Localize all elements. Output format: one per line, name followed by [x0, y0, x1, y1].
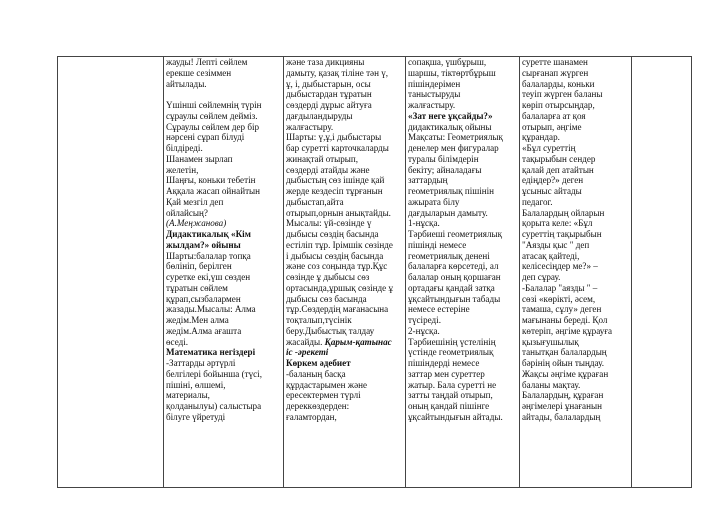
text-span: тоқталып,түсінік	[286, 315, 352, 325]
text-line	[166, 337, 281, 348]
text-span: таныстыруды	[408, 89, 461, 100]
text-line	[408, 175, 517, 186]
text-line	[286, 68, 403, 79]
text-line	[522, 240, 629, 251]
text-line	[166, 294, 281, 305]
text-span: іс -әрекеті	[286, 347, 329, 358]
text-span: дағдыландыруды	[286, 110, 353, 121]
text-span: геометриялық денені	[408, 250, 490, 261]
text-span: тұр.Сөздердің мағанасына	[286, 304, 389, 315]
text-line	[408, 337, 517, 348]
text-span: дереккөздерден:	[286, 401, 350, 411]
text-span: жауды! Лепті сөйлем	[166, 57, 248, 67]
text-line	[408, 251, 517, 262]
text-span: заттардың	[408, 175, 448, 186]
text-span: жерде кездесіп тұрғанын	[286, 186, 383, 196]
text-line	[286, 347, 403, 358]
text-line	[166, 347, 281, 358]
text-span: Аққала жасап ойнайтын	[166, 186, 261, 196]
text-span: теуіп жүрген баланы	[522, 89, 603, 100]
text-span: тақырыбын сендер	[522, 153, 596, 164]
text-span: қолданылуы) салыстыра	[166, 401, 262, 411]
text-line	[166, 197, 281, 208]
text-line	[286, 283, 403, 294]
text-span: суретте шанамен	[522, 57, 588, 67]
text-span: Шарты:балалар топқа	[166, 250, 251, 261]
text-line	[408, 390, 517, 401]
text-line	[286, 380, 403, 391]
text-line	[286, 294, 403, 305]
text-line	[522, 261, 629, 272]
text-span: і дыбысы сөздің басында	[286, 250, 384, 261]
text-line	[522, 294, 629, 305]
text-line	[286, 57, 403, 68]
text-line	[166, 390, 281, 401]
text-span: едіңдер?» деген	[522, 175, 584, 186]
text-line	[286, 315, 403, 326]
text-line	[286, 218, 403, 229]
text-span: дидактикалық ойыны	[408, 121, 492, 132]
text-span: желетін,	[166, 164, 199, 175]
text-span: жасайды.	[286, 336, 323, 347]
text-line	[166, 315, 281, 326]
text-line	[286, 251, 403, 262]
text-span: дыбыстап,айта	[286, 196, 344, 207]
text-span: сұраулы сөйлем дейміз.	[166, 110, 258, 121]
text-span: суреттің тақырыбын	[522, 229, 602, 239]
text-line	[286, 143, 403, 154]
text-line	[408, 68, 517, 79]
text-span: өседі.	[166, 336, 189, 347]
text-line	[408, 208, 517, 219]
text-span: білдіреді.	[166, 143, 203, 153]
text-line	[166, 175, 281, 186]
text-line	[166, 358, 281, 369]
text-span: заттар мен суреттер	[408, 368, 485, 379]
text-span: Шаңғы, коньки тебетін	[166, 175, 256, 186]
text-line	[522, 337, 629, 348]
text-line	[408, 326, 517, 337]
text-span: пішіні, өлшемі,	[166, 379, 226, 390]
text-span: бөлініп, берілген	[166, 261, 232, 272]
text-line	[522, 218, 629, 229]
text-line	[522, 208, 629, 219]
text-span: ортасында,ұршық сөзінде ұ	[286, 282, 393, 293]
text-span: Жақсы әңгіме құраған	[522, 368, 609, 379]
text-line	[522, 315, 629, 326]
text-line	[522, 358, 629, 369]
text-line	[522, 122, 629, 133]
text-span: Үшінші сөйлемнің түрін	[166, 100, 262, 110]
text-line	[286, 401, 403, 412]
text-line	[166, 111, 281, 122]
text-line	[166, 57, 281, 68]
text-span: ойлайсың?	[166, 207, 208, 218]
text-span: Математика негіздері	[166, 347, 256, 358]
text-line	[522, 100, 629, 111]
text-span: үстінде геометриялық	[408, 347, 494, 358]
text-line	[408, 143, 517, 154]
text-line	[408, 240, 517, 251]
text-span-emphasis: Қарым-қатынас	[324, 336, 392, 347]
text-span: ерекше сезіммен	[166, 67, 232, 78]
text-span: және соз соңында тұр.Құс	[286, 261, 388, 272]
text-span: баланы мақтау.	[522, 379, 581, 390]
text-line	[166, 122, 281, 133]
text-line	[166, 165, 281, 176]
text-line	[522, 111, 629, 122]
text-span: отырып,орнын анықтайды.	[286, 207, 391, 218]
text-span: атасақ қайтеді,	[522, 250, 580, 261]
text-line	[408, 304, 517, 315]
text-span: құрдастарымен және	[286, 379, 368, 390]
text-span: Мақсаты: Геометриялық	[408, 132, 503, 143]
text-line	[522, 89, 629, 100]
text-span: ортадағы қандай затқа	[408, 282, 495, 293]
text-span: Көркем әдебиет	[286, 358, 351, 368]
text-span: айтылады.	[166, 78, 207, 89]
text-line	[408, 272, 517, 283]
text-line	[166, 251, 281, 262]
text-line	[408, 283, 517, 294]
text-span: нәрсені сұрап білуді	[166, 132, 245, 143]
text-line	[408, 57, 517, 68]
text-span: -баланың басқа	[286, 368, 346, 379]
text-span: отырып, әңгіме	[522, 121, 582, 132]
text-line	[286, 229, 403, 240]
text-line	[408, 89, 517, 100]
text-span: дағдыларын дамыту.	[408, 207, 488, 218]
text-span: балаларға көрсетеді, ал	[408, 261, 499, 272]
text-span: Балалардың ойларын	[522, 207, 605, 218]
text-line	[522, 143, 629, 154]
text-line	[408, 412, 517, 423]
text-line	[522, 229, 629, 240]
text-span: педагог.	[522, 196, 553, 207]
text-span: Мысалы: үй-сөзінде ү	[286, 218, 372, 229]
text-span: естіліп тұр. Ірімшік сөзінде	[286, 239, 393, 250]
text-line	[408, 186, 517, 197]
text-line	[286, 208, 403, 219]
text-span: білуге үйретуді	[166, 411, 226, 422]
text-line	[286, 122, 403, 133]
text-span: Балалардың, құраған	[522, 390, 604, 401]
text-span: белгілері бойынша (түсі,	[166, 368, 262, 379]
text-line	[166, 132, 281, 143]
text-line	[166, 240, 281, 251]
text-span: -Балалар "аязды " –	[522, 282, 598, 293]
text-span: «Зат неге ұқсайды?»	[408, 110, 493, 121]
text-span: балаларға ат қоя	[522, 110, 586, 121]
text-span: (А.Меңжанова)	[166, 218, 227, 229]
text-span: жылдам?» ойыны	[166, 239, 241, 250]
text-line	[408, 154, 517, 165]
text-span: жедім.Алма ағашта	[166, 325, 242, 336]
text-span: Сұраулы сөйлем дер бір	[166, 121, 260, 132]
text-span: Шанамен зырлап	[166, 153, 233, 164]
text-line	[408, 132, 517, 143]
text-span: қорыта келе: «Бұл	[522, 218, 593, 229]
text-line	[166, 143, 281, 154]
text-span: дыбысы сөздің басында	[286, 229, 379, 239]
text-span: балалар оның қоршаған	[408, 272, 501, 282]
text-line	[286, 100, 403, 111]
text-span: -Заттарды әртүрлі	[166, 358, 236, 368]
text-line	[522, 132, 629, 143]
text-line	[286, 337, 403, 348]
text-line	[286, 261, 403, 272]
text-span: ересектермен түрлі	[286, 390, 361, 401]
text-span: сөздерді дұрыс айтуға	[286, 100, 372, 110]
text-span: ғаламтордан,	[286, 411, 337, 422]
text-line	[522, 79, 629, 90]
text-line	[286, 175, 403, 186]
text-line	[166, 100, 281, 111]
text-span: пішіндерді немесе	[408, 358, 480, 368]
text-span: көріп отырсыңдар,	[522, 100, 595, 110]
text-line	[286, 240, 403, 251]
text-line	[408, 315, 517, 326]
text-line	[522, 251, 629, 262]
text-line	[408, 79, 517, 90]
text-line	[286, 197, 403, 208]
text-line	[286, 111, 403, 122]
text-line	[286, 186, 403, 197]
table-row	[58, 57, 692, 488]
text-span: затты таңдай отырып,	[408, 390, 493, 401]
text-line	[522, 326, 629, 337]
text-line	[408, 347, 517, 358]
text-span: жалғастыру.	[408, 100, 456, 110]
text-line	[286, 369, 403, 380]
text-span: әңгімелері ұнағанын	[522, 401, 602, 411]
text-span: деп сұрау.	[522, 272, 561, 282]
text-line	[286, 165, 403, 176]
text-line	[522, 304, 629, 315]
table-cell-language-math	[164, 57, 284, 488]
text-line	[166, 208, 281, 219]
text-span: дыбыстардан тұратын	[286, 89, 372, 100]
text-span: пішіндерімен	[408, 78, 461, 89]
text-line	[166, 261, 281, 272]
text-span: жалғастыру.	[286, 121, 334, 132]
text-span: тамаша, сұлу» деген	[522, 304, 602, 315]
text-span: материалы,	[166, 390, 210, 401]
text-span: ажырата білу	[408, 196, 460, 207]
text-span: жинақтай отырып,	[286, 153, 359, 164]
text-line	[522, 412, 629, 423]
text-line	[522, 57, 629, 68]
text-span: ұсыныс айтады	[522, 186, 582, 196]
text-line	[286, 304, 403, 315]
text-line	[408, 111, 517, 122]
text-line	[522, 380, 629, 391]
text-line	[522, 272, 629, 283]
text-line	[408, 369, 517, 380]
table-cell-phonetics-literature	[284, 57, 406, 488]
text-span: 1-нұсқа.	[408, 218, 440, 229]
text-span: сөздерді атайды және	[286, 164, 370, 175]
text-span: Шарты: ү,ұ,і дыбыстары	[286, 132, 382, 143]
text-span: туралы білімдерін	[408, 153, 479, 164]
text-line	[286, 390, 403, 401]
text-span: беру.Дыбыстық талдау	[286, 325, 375, 336]
text-line	[166, 380, 281, 391]
text-line	[408, 401, 517, 412]
text-span: жазады.Мысалы: Алма	[166, 304, 256, 315]
text-span: тұратын сөйлем	[166, 282, 228, 293]
text-span: ұ, і, дыбыстарын, осы	[286, 78, 371, 89]
text-span: мағынаны береді. Қол	[522, 315, 608, 325]
text-span: оның қандай пішінге	[408, 401, 490, 411]
empty-right-cell	[632, 57, 692, 488]
text-line	[166, 412, 281, 423]
text-line	[522, 165, 629, 176]
text-span: геометриялық пішінін	[408, 186, 495, 196]
text-span: қалай деп атайтын	[522, 164, 594, 175]
text-line	[522, 68, 629, 79]
text-line	[408, 122, 517, 133]
lesson-plan-table	[57, 56, 692, 488]
text-span: балаларды, коньки	[522, 78, 595, 89]
text-line	[522, 369, 629, 380]
text-line	[166, 186, 281, 197]
text-line	[166, 154, 281, 165]
text-span: сырғанап жүрген	[522, 67, 589, 78]
text-span: танытқан балалардың	[522, 347, 607, 358]
text-span: дамыту, қазақ тіліне тән ү,	[286, 67, 389, 78]
text-line	[166, 272, 281, 283]
text-line	[286, 272, 403, 283]
text-line	[286, 358, 403, 369]
text-line	[522, 401, 629, 412]
text-line	[166, 401, 281, 412]
text-span: көтеріп, әңгіме құрауға	[522, 325, 613, 336]
text-span: келісесіңдер ме?» –	[522, 261, 598, 272]
text-line	[166, 218, 281, 229]
text-line	[286, 412, 403, 423]
text-span: дыбысы сөз басында	[286, 293, 367, 304]
text-line	[166, 326, 281, 337]
text-span: 2-нұсқа.	[408, 325, 440, 336]
text-span: ұқсайтындығын табады	[408, 293, 501, 304]
text-span: Тәрбиешінің үстелінің	[408, 336, 496, 347]
text-span: түсіреді.	[408, 315, 441, 325]
text-span: суретке екі,үш сөзден	[166, 272, 251, 282]
text-line	[286, 132, 403, 143]
text-span: жедім.Мен алма	[166, 315, 229, 325]
text-span: пішінді немесе	[408, 239, 467, 250]
text-line	[166, 369, 281, 380]
text-line	[408, 358, 517, 369]
text-line	[286, 326, 403, 337]
text-line	[408, 197, 517, 208]
text-span: қызығушылық	[522, 336, 579, 347]
text-span: сөзі «көрікті, әсем,	[522, 293, 596, 304]
text-span: Қай мезгіл деп	[166, 196, 224, 207]
text-line	[408, 165, 517, 176]
text-span: бәрінің ойын тыңдау.	[522, 358, 604, 368]
text-line	[166, 229, 281, 240]
text-span: бар суретті карточкаларды	[286, 143, 389, 153]
text-line	[522, 283, 629, 294]
text-line	[286, 79, 403, 90]
text-line	[408, 229, 517, 240]
empty-left-cell	[58, 57, 164, 488]
text-line	[166, 68, 281, 79]
text-span: құрандар.	[522, 132, 560, 143]
text-line	[166, 79, 281, 90]
text-line	[408, 100, 517, 111]
text-span: айтады, балалардың	[522, 411, 601, 422]
text-line	[522, 347, 629, 358]
text-span: құрап,сызбалармен	[166, 293, 241, 304]
text-span: немесе естеріне	[408, 304, 470, 315]
text-line	[166, 89, 281, 100]
table-cell-geometry-game	[406, 57, 520, 488]
text-line	[408, 294, 517, 305]
text-line	[522, 197, 629, 208]
text-span: және таза дикцияны	[286, 57, 365, 67]
text-line	[286, 89, 403, 100]
text-span: сопақша, үшбұрыш,	[408, 57, 487, 67]
table-cell-story-composition	[520, 57, 632, 488]
text-span: Дидактикалық «Кім	[166, 229, 251, 239]
text-span: денелер мен фигуралар	[408, 143, 499, 153]
text-line	[522, 390, 629, 401]
text-span: сөзінде ұ дыбысы сөз	[286, 272, 370, 282]
text-span: «Бұл суреттің	[522, 143, 576, 153]
text-line	[166, 283, 281, 294]
text-span: Тәрбиеші геометриялық	[408, 229, 503, 239]
text-line	[522, 154, 629, 165]
text-span: дыбыстың сөз ішінде қай	[286, 175, 385, 186]
text-line	[408, 261, 517, 272]
text-line	[408, 380, 517, 391]
text-span: шаршы, тіктөртбұрыш	[408, 67, 496, 78]
text-line	[166, 304, 281, 315]
text-line	[408, 218, 517, 229]
text-span: ұқсайтындығын айтады.	[408, 411, 503, 422]
text-line	[286, 154, 403, 165]
text-span: жатыр. Бала суретті не	[408, 379, 497, 390]
text-line	[522, 186, 629, 197]
text-span: "Аязды қыс " деп	[522, 239, 590, 250]
text-line	[522, 175, 629, 186]
text-span: бекіту; айналадағы	[408, 164, 482, 175]
